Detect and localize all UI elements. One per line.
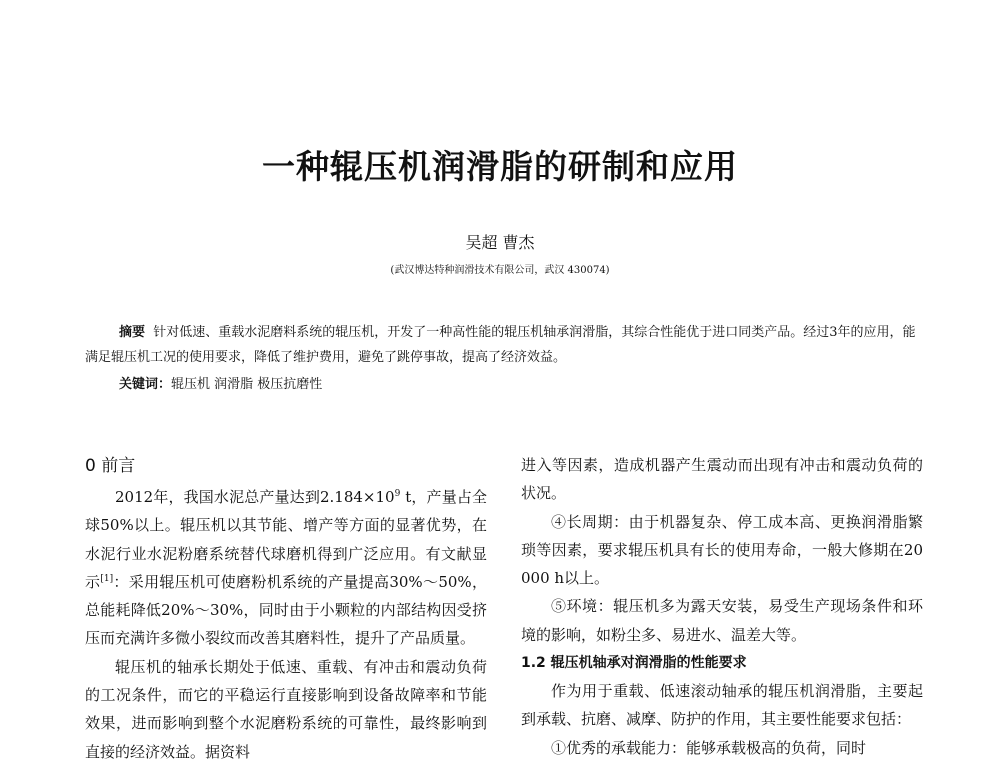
authors: 吴超 曹杰 — [465, 233, 535, 252]
intro-paragraph-1 — [85, 483, 487, 653]
abstract-label: 摘要 — [119, 325, 146, 340]
reference-citation: [1] — [100, 573, 114, 584]
affiliation: (武汉博达特种润滑技术有限公司，武汉 430074) — [390, 265, 610, 276]
paper-title: 一种辊压机润滑脂的研制和应用 — [262, 147, 738, 186]
left-column — [85, 452, 487, 766]
right-column — [521, 451, 923, 762]
intro-p1-part-b: t，产量占全球50%以上。辊压机以其节能、增产等方面的显著优势，在水泥行业水泥粉磨系统替代球磨机得到广泛应用。有文献显示 — [85, 488, 488, 591]
keywords-text: 辊压机 润滑脂 极压抗磨性 — [171, 377, 323, 392]
abstract — [85, 320, 920, 370]
intro-p1-part-c: ：采用辊压机可使磨粉机系统的产量提高30%～50%，总能耗降低20%～30%，同时由于小颗粒的内部结构因受挤压而充满许多微小裂纹而改善其磨料性，提升了产品质量。 — [85, 572, 487, 648]
keywords-label: 关键词： — [119, 377, 172, 392]
abstract-text: 针对低速、重载水泥磨料系统的辊压机，开发了一种高性能的辊压机轴承润滑脂，其综合性能优于进口同类产品。经过3年的应用，能满足辊压机工况的使用要求，降低了维护费用，避免了跳停事故，提高了经济效益。 — [85, 325, 916, 365]
requirements-paragraph: 作为用于重载、低速滚动轴承的辊压机润滑脂，主要起到承载、抗磨、减摩、防护的作用，其主要性能要求包括： — [521, 682, 923, 729]
section-heading-intro: 0 前言 — [85, 456, 136, 476]
intro-paragraph-2: 辊压机的轴承长期处于低速、重载、有冲击和震动负荷的工况条件，而它的平稳运行直接影响到设备故障率和节能效果，进而影响到整个水泥磨粉系统的可靠性，最终影响到直接的经济效益。据资料 — [85, 657, 487, 761]
intro-p1-part-a: 2012年，我国水泥总产量达到2.184×10 — [115, 488, 395, 506]
keywords — [119, 372, 322, 397]
item-environment: ⑤环境：辊压机多为露天安装，易受生产现场条件和环境的影响，如粉尘多、易进水、温差大等。 — [521, 597, 923, 644]
section-heading-1-2: 1.2 辊压机轴承对润滑脂的性能要求 — [521, 655, 747, 672]
item-long-cycle: ④长周期：由于机器复杂、停工成本高、更换润滑脂繁琐等因素，要求辊压机具有长的使用寿命，一般大修期在20 000 h以上。 — [521, 512, 923, 588]
item-load-capacity: ①优秀的承载能力：能够承载极高的负荷，同时 — [551, 738, 867, 757]
continued-paragraph: 进入等因素，造成机器产生震动而出现有冲击和震动负荷的状况。 — [521, 456, 923, 503]
exponent: 9 — [394, 489, 401, 499]
